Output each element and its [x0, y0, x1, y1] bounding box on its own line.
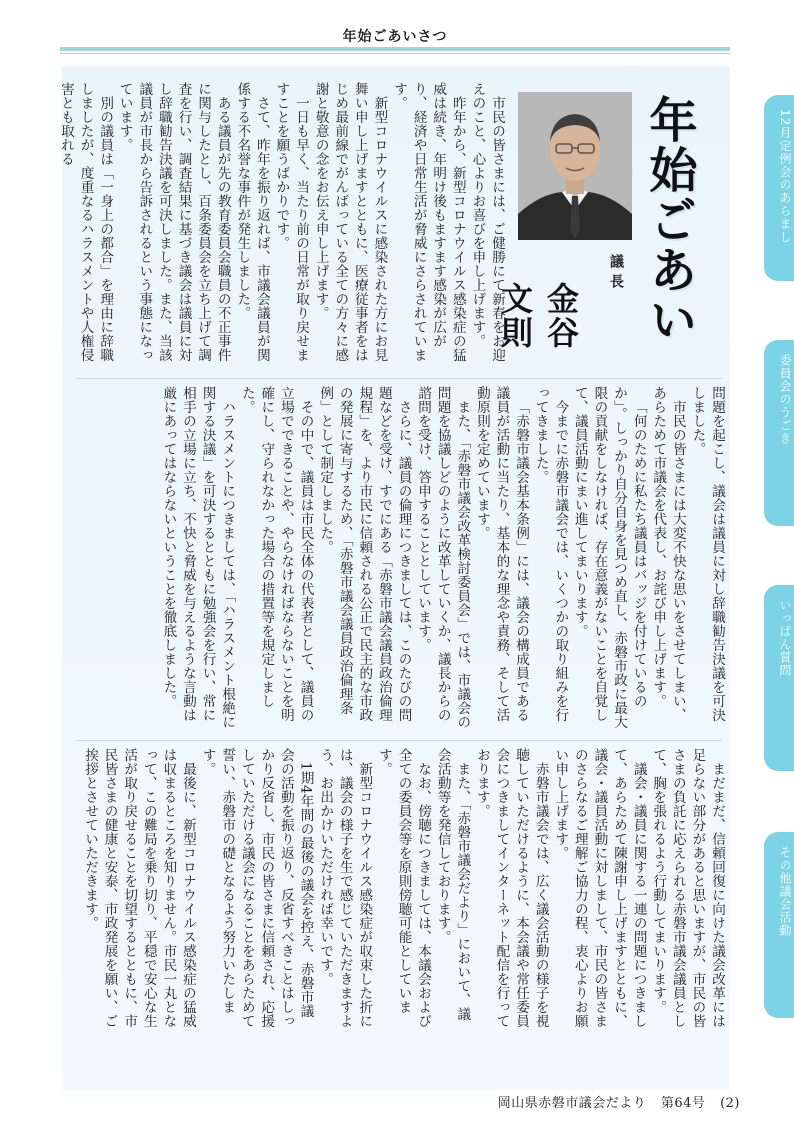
- paragraph: ハラスメントにつきましては、「ハラスメント根絶に関する決議」を可決するとともに勉強会を行い、常に相手の立場に立ち、不快と脅威を与えるような言動は厳にあってはならないということを徹底しました。: [160, 386, 236, 729]
- side-tab-regular-session[interactable]: [764, 95, 794, 281]
- page-footer: [400, 1092, 740, 1114]
- header-title: 年始ごあいさつ: [342, 29, 448, 45]
- side-tab-committee[interactable]: [764, 340, 794, 526]
- paragraph: 市民の皆さまには大変不快な思いをさせてしまい、あらためて市議会を代表し、お詫び申し上げます。: [650, 386, 686, 722]
- article-title: 年始ごあい: [641, 95, 697, 345]
- paragraph: 新型コロナウイルスに感染された方にお見舞い申し上げますとともに、医療従事者をはじめ最前線でがんばっている全ての方々に感謝と敬意の念をお伝え申し上げます。: [312, 82, 388, 362]
- side-tab-label: 委員会のうごき: [778, 354, 792, 445]
- paragraph: 「何のために私たち議員はバッジを付けているのか」。しっかり自分自身を見つめ直し、赤磐市政に最大限の貢献をしなければ、存在意義がないことを自覚して、議員活動にまい進してまいります。: [571, 386, 647, 730]
- paragraph: 一日も早く、当たり前の日常が取り戻せますことを願うばかりです。: [273, 82, 310, 362]
- paragraph: 「赤磐市議会基本条例」には、議会の構成員である議員が活動に当たり、基本的な理念や責務、そして活動原則を定めています。: [473, 386, 530, 722]
- section-divider: [76, 378, 722, 379]
- paragraph: 最後に、新型コロナウイルス感染症の猛威は収まるところを知りません。市民一丸となって、この難局を乗り切り、平穏で安心な生活が取り戻せることを切望するとともに、市民皆さまの健康と安泰、市政発展を願い、ご挨拶とさせていただきます。: [82, 748, 196, 1028]
- speaker-name: 金谷 文則: [496, 282, 580, 350]
- paragraph: ある議員が先の教育委員会職員の不正事件に関与したとし、百条委員会を立ち上げて調査を行い、調査結果に基づき議会は議員に対し辞職勧告決議を可決しました。また、当該議員が市長から告訴されるという事態になっています。: [116, 82, 231, 362]
- paragraph: 新型コロナウイルス感染症が収束した折には、議会の様子を生で感じていただきますよう、お出かけいただければ幸いです。: [317, 748, 373, 1028]
- paragraph: なお、傍聴につきましては、本議会および全ての委員会等を原則傍聴可能としています。: [375, 748, 432, 1028]
- header-rule-thin: [60, 53, 730, 54]
- paragraph: さらに、議員の倫理につきましては、このたびの問題などを受け、すでにある「赤磐市議会議員政治倫理規程」を、より市民に信頼される公正で民主的な市政の発展に寄与するため、「赤磐市議会議員政治倫理条例」として制定しました。: [317, 386, 412, 722]
- page-header: [60, 26, 730, 56]
- paragraph: 今までに赤磐市議会では、いくつかの取り組みを行ってきました。: [532, 386, 569, 722]
- side-tab-label: いっぱん質問: [778, 599, 792, 677]
- paragraph: また、「赤磐市議会だより」において、議会活動等を発信しております。: [434, 748, 471, 1021]
- section-divider: [76, 740, 722, 741]
- paragraph: さて、昨年を振り返れば、市議会議員が関係する不名誉な事件が発生しました。: [234, 82, 270, 362]
- paragraph: その中で、議員は市民全体の代表者として、議員の立場でできることや、やらなければならないことを明確にし、守られなかった場合の措置等を規定しました。: [238, 386, 314, 722]
- side-tab-other-activities[interactable]: [764, 832, 794, 1018]
- paragraph: 議会・議員に関する一連の問題につきまして、あらためて陳謝申し上げますとともに、議会・議員活動に対しまして、市民の皆さまのさらなるご理解ご協力の程、衷心よりお願い申し上げます。: [552, 748, 647, 1028]
- chairman-portrait: [518, 92, 632, 240]
- paragraph: 問題を起こし、議会は議員に対し辞職勧告決議を可決しました。: [689, 386, 725, 722]
- paragraph: 赤磐市議会では、広く議会活動の様子を視聴していただけるように、本会議や常任委員会につきましてインターネット配信を行っております。: [473, 748, 549, 1028]
- paragraph: また、「赤磐市議会改革検討委員会」では、市議会の問題を協議しどのように改革していくか、議長からの諮問を受け、答申することとしています。: [415, 386, 471, 729]
- footer-publication: 岡山県赤磐市議会だより: [497, 1096, 647, 1111]
- footer-issue: 第64号: [660, 1096, 706, 1111]
- side-tab-general-questions[interactable]: [764, 585, 794, 771]
- greeting-text-bottom: [74, 748, 726, 1030]
- header-rule: [60, 47, 730, 51]
- greeting-text-top: [57, 82, 506, 374]
- paragraph: 1期4年間の最後の議会を控え、赤磐市議会の活動を振り返り、反省すべきことはしっかり反省し、市民の皆さまに信頼され、応援していただける議会になることをあらためて誓い、赤磐市の礎となるよう努力いたします。: [199, 748, 314, 1028]
- paragraph: 市民の皆さまには、ご健勝にて新春をお迎えのこと、心よりお喜びを申し上げます。: [469, 82, 505, 362]
- paragraph: まだまだ、信頼回復に向けた議会改革には足らない部分があると思いますが、市民の皆さまの負託に応えられる赤磐市議会議員として、胸を張れるよう行動してまいります。: [650, 748, 725, 1028]
- side-tab-label: その他議会活動: [778, 846, 792, 937]
- side-tab-label: 12月定例会のあらまし: [778, 109, 792, 244]
- footer-page-number: (2): [720, 1096, 740, 1111]
- speaker-role: 議長: [608, 254, 624, 294]
- greeting-text-middle: [74, 386, 726, 734]
- portrait-image: [518, 92, 632, 240]
- paragraph: 昨年から、新型コロナウイルス感染症の猛威は続き、年明け後もますます感染が広がり、経済や日常生活が脅威にさらされています。: [391, 82, 466, 362]
- paragraph: 別の議員は「一身上の都合」を理由に辞職しましたが、度重なるハラスメントや人権侵害とも取れる: [57, 82, 114, 362]
